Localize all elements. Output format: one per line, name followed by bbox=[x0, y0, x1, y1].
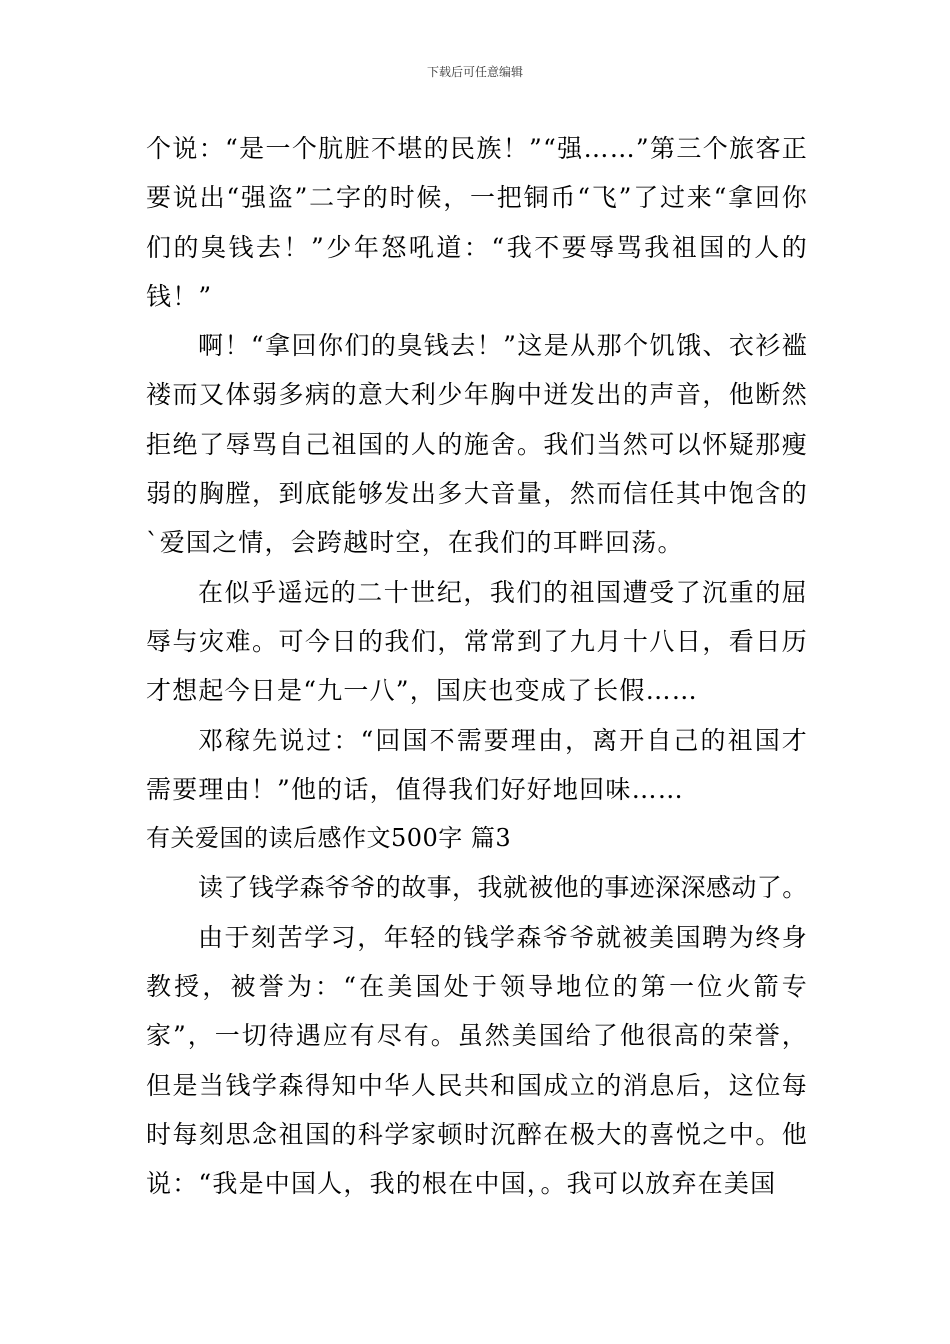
paragraph-1: 个说：“是一个肮脏不堪的民族！”“强……”第三个旅客正要说出“强盗”二字的时候，一把铜币“飞”了过来“拿回你们的臭钱去！”少年怒吼道：“我不要辱骂我祖国的人的钱！” bbox=[146, 134, 808, 311]
page-header: 下载后可任意编辑 bbox=[426, 65, 523, 79]
paragraph-5: 读了钱学森爷爷的故事，我就被他的事迹深深感动了。 bbox=[198, 873, 808, 903]
paragraph-3: 在似乎遥远的二十世纪，我们的祖国遭受了沉重的屈辱与灾难。可今日的我们，常常到了九月十八日，看日历才想起今日是“九一八”，国庆也变成了长假…… bbox=[146, 577, 808, 706]
document-body bbox=[146, 124, 808, 1209]
paragraph-2: 啊！“拿回你们的臭钱去！”这是从那个饥饿、衣衫褴褛而又体弱多病的意大利少年胸中迸发出的声音，他断然拒绝了辱骂自己祖国的人的施舍。我们当然可以怀疑那瘦弱的胸膛，到底能够发出多大音量，然而信任其中饱含的`爱国之情，会跨越时空，在我们的耳畔回荡。 bbox=[146, 331, 808, 558]
section-heading: 有关爱国的读后感作文500字 篇3 bbox=[146, 824, 512, 853]
paragraph-6: 由于刻苦学习，年轻的钱学森爷爷就被美国聘为终身教授，被誉为：“在美国处于领导地位的第一位火箭专家”，一切待遇应有尽有。虽然美国给了他很高的荣誉，但是当钱学森得知中华人民共和国成立的消息后，这位每时每刻思念祖国的科学家顿时沉醉在极大的喜悦之中。他说：“我是中国人，我的根在中国，。我可以放弃在美国 bbox=[146, 922, 808, 1199]
paragraph-4: 邓稼先说过：“回国不需要理由，离开自己的祖国才需要理由！”他的话，值得我们好好地回味…… bbox=[146, 725, 808, 804]
